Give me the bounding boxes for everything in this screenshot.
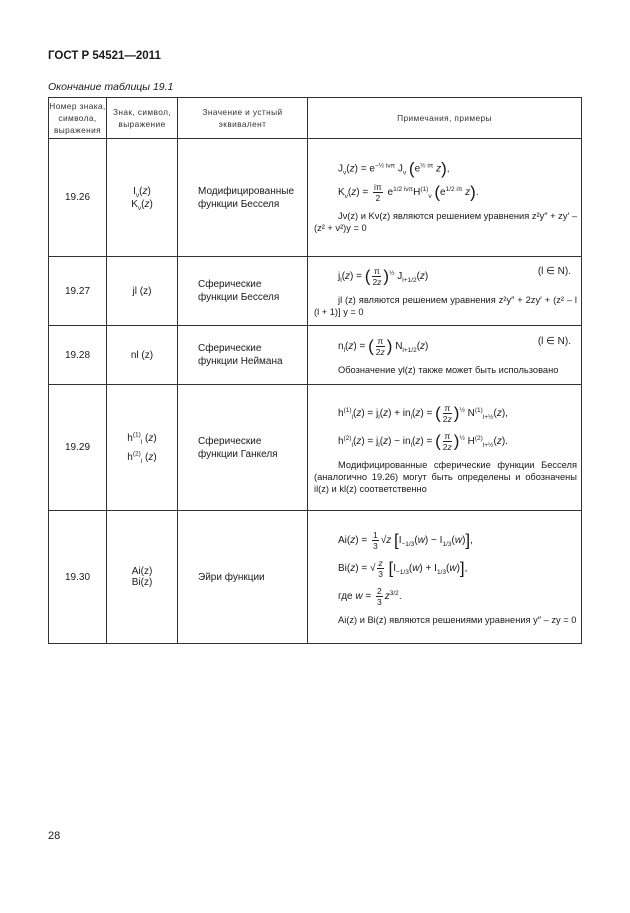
col-header-meaning: Значение и устный эквивалент: [178, 98, 308, 139]
condition: (l ∈ N).: [537, 266, 571, 277]
row-meaning: Сферические функции Бесселя: [178, 257, 308, 326]
row-number: 19.26: [49, 139, 107, 257]
row-number: 19.28: [49, 326, 107, 385]
row-symbol: nl (z): [107, 326, 178, 385]
table-row: [49, 139, 582, 257]
formula-hankel-2: $h^{(2)}_l(z) = j_l(z) - in_l(z)$ = ( $\frac{\pi}{2z}$ )$^{\frac{1}{2}}$ $H^{(2)}_{l+\frac{1}{2}}(z)$.: [338, 430, 508, 452]
row-meaning: Сферические функции Ганкеля: [178, 385, 308, 511]
row-number: 19.29: [49, 385, 107, 511]
row-number: 19.27: [49, 257, 107, 326]
col-header-symbol: Знак, символ, выражение: [107, 98, 178, 139]
table-row: [49, 257, 582, 326]
formula-spherical-j: $j_l(z)$ = ( $\frac{\pi}{2z}$ )$^{\frac{1}{2}}$ $J_{l+1/2}(z)$ (l ∈ N).: [338, 266, 571, 287]
row-notes: [308, 139, 582, 257]
col-header-number: Номер знака, символа, выражения: [49, 98, 107, 139]
row-symbol: $I_\nu(z)$ $K_\nu(z)$: [107, 139, 178, 257]
note-text: Модифицированные сферические функции Бесселя (аналогично 19.26) могут быть определены и обозначены il(z) и kl(z) соответственно: [314, 459, 577, 494]
formula-bessel-k: $K_\nu(z)$ = $\frac{i\pi}{2}$ $e^{1/2 i\nu\pi}H^{(1)}_\nu$ ($e^{1/2 i\pi}$ z).: [338, 182, 479, 204]
formula-airy-bi: Bi(z) = √ $\frac{z}{3}$ $[I_{-1/3}(w) + I_{1/3}(w)]$,: [338, 558, 468, 579]
row-meaning: Модифицированные функции Бесселя: [178, 139, 308, 257]
row-meaning: Сферические функции Неймана: [178, 326, 308, 385]
formula-airy-ai: Ai(z) = $\frac{1}{3}$ √z $[I_{-1/3}(w) - I_{1/3}(w)]$,: [338, 530, 473, 551]
row-symbol: Ai(z) Bi(z): [107, 511, 178, 644]
col-header-notes: Примечания, примеры: [308, 98, 582, 139]
note-text: jl (z) являются решением уравнения z²y″ + 2zy′ + (z² – l (l + 1)] y = 0: [314, 295, 577, 317]
table-header-row: [49, 98, 582, 139]
table-row: [49, 326, 582, 385]
row-symbol: $h^{(1)}_l$ (z) $h^{(2)}_l$ (z): [107, 385, 178, 511]
table-row: [49, 385, 582, 511]
formula-hankel-1: $h^{(1)}_l(z) = j_l(z) + in_l(z)$ = ( $\frac{\pi}{2z}$ )$^{\frac{1}{2}}$ $N^{(1)}_{l+\frac{1}{2}}(z)$,: [338, 402, 508, 424]
table-row: [49, 511, 582, 644]
row-number: 19.30: [49, 511, 107, 644]
table-caption: Окончание таблицы 19.1: [48, 81, 174, 93]
symbols-table: [48, 97, 582, 644]
row-notes: [308, 326, 582, 385]
document-header: ГОСТ Р 54521—2011: [48, 50, 161, 62]
row-symbol: jl (z): [107, 257, 178, 326]
formula-airy-w: где w = $\frac{2}{3}$ $z^{3/2}$.: [338, 586, 402, 607]
row-notes: [308, 257, 582, 326]
note-text: Jν(z) и Kν(z) являются решением уравнения z²y″ + zy′ – (z² + ν²)y = 0: [314, 211, 577, 234]
condition: (l ∈ N).: [537, 336, 571, 347]
formula-spherical-n: $n_l(z)$ = ( $\frac{\pi}{2z}$ ) $N_{l+1/2}(z)$ (l ∈ N).: [338, 336, 571, 357]
row-notes: [308, 385, 582, 511]
page-number: 28: [48, 830, 61, 842]
row-meaning: Эйри функции: [178, 511, 308, 644]
note-text: Обозначение yl(z) также может быть использовано: [338, 365, 559, 375]
row-notes: [308, 511, 582, 644]
note-text: Ai(z) и Bi(z) являются решениями уравнения y″ – zy = 0: [338, 615, 577, 625]
formula-bessel-i: $J_\nu(z) = e^{-\frac{1}{2} i\nu\pi}$ $J_\nu$ ($e^{\frac{1}{2} i\pi}$ z),: [338, 158, 450, 178]
